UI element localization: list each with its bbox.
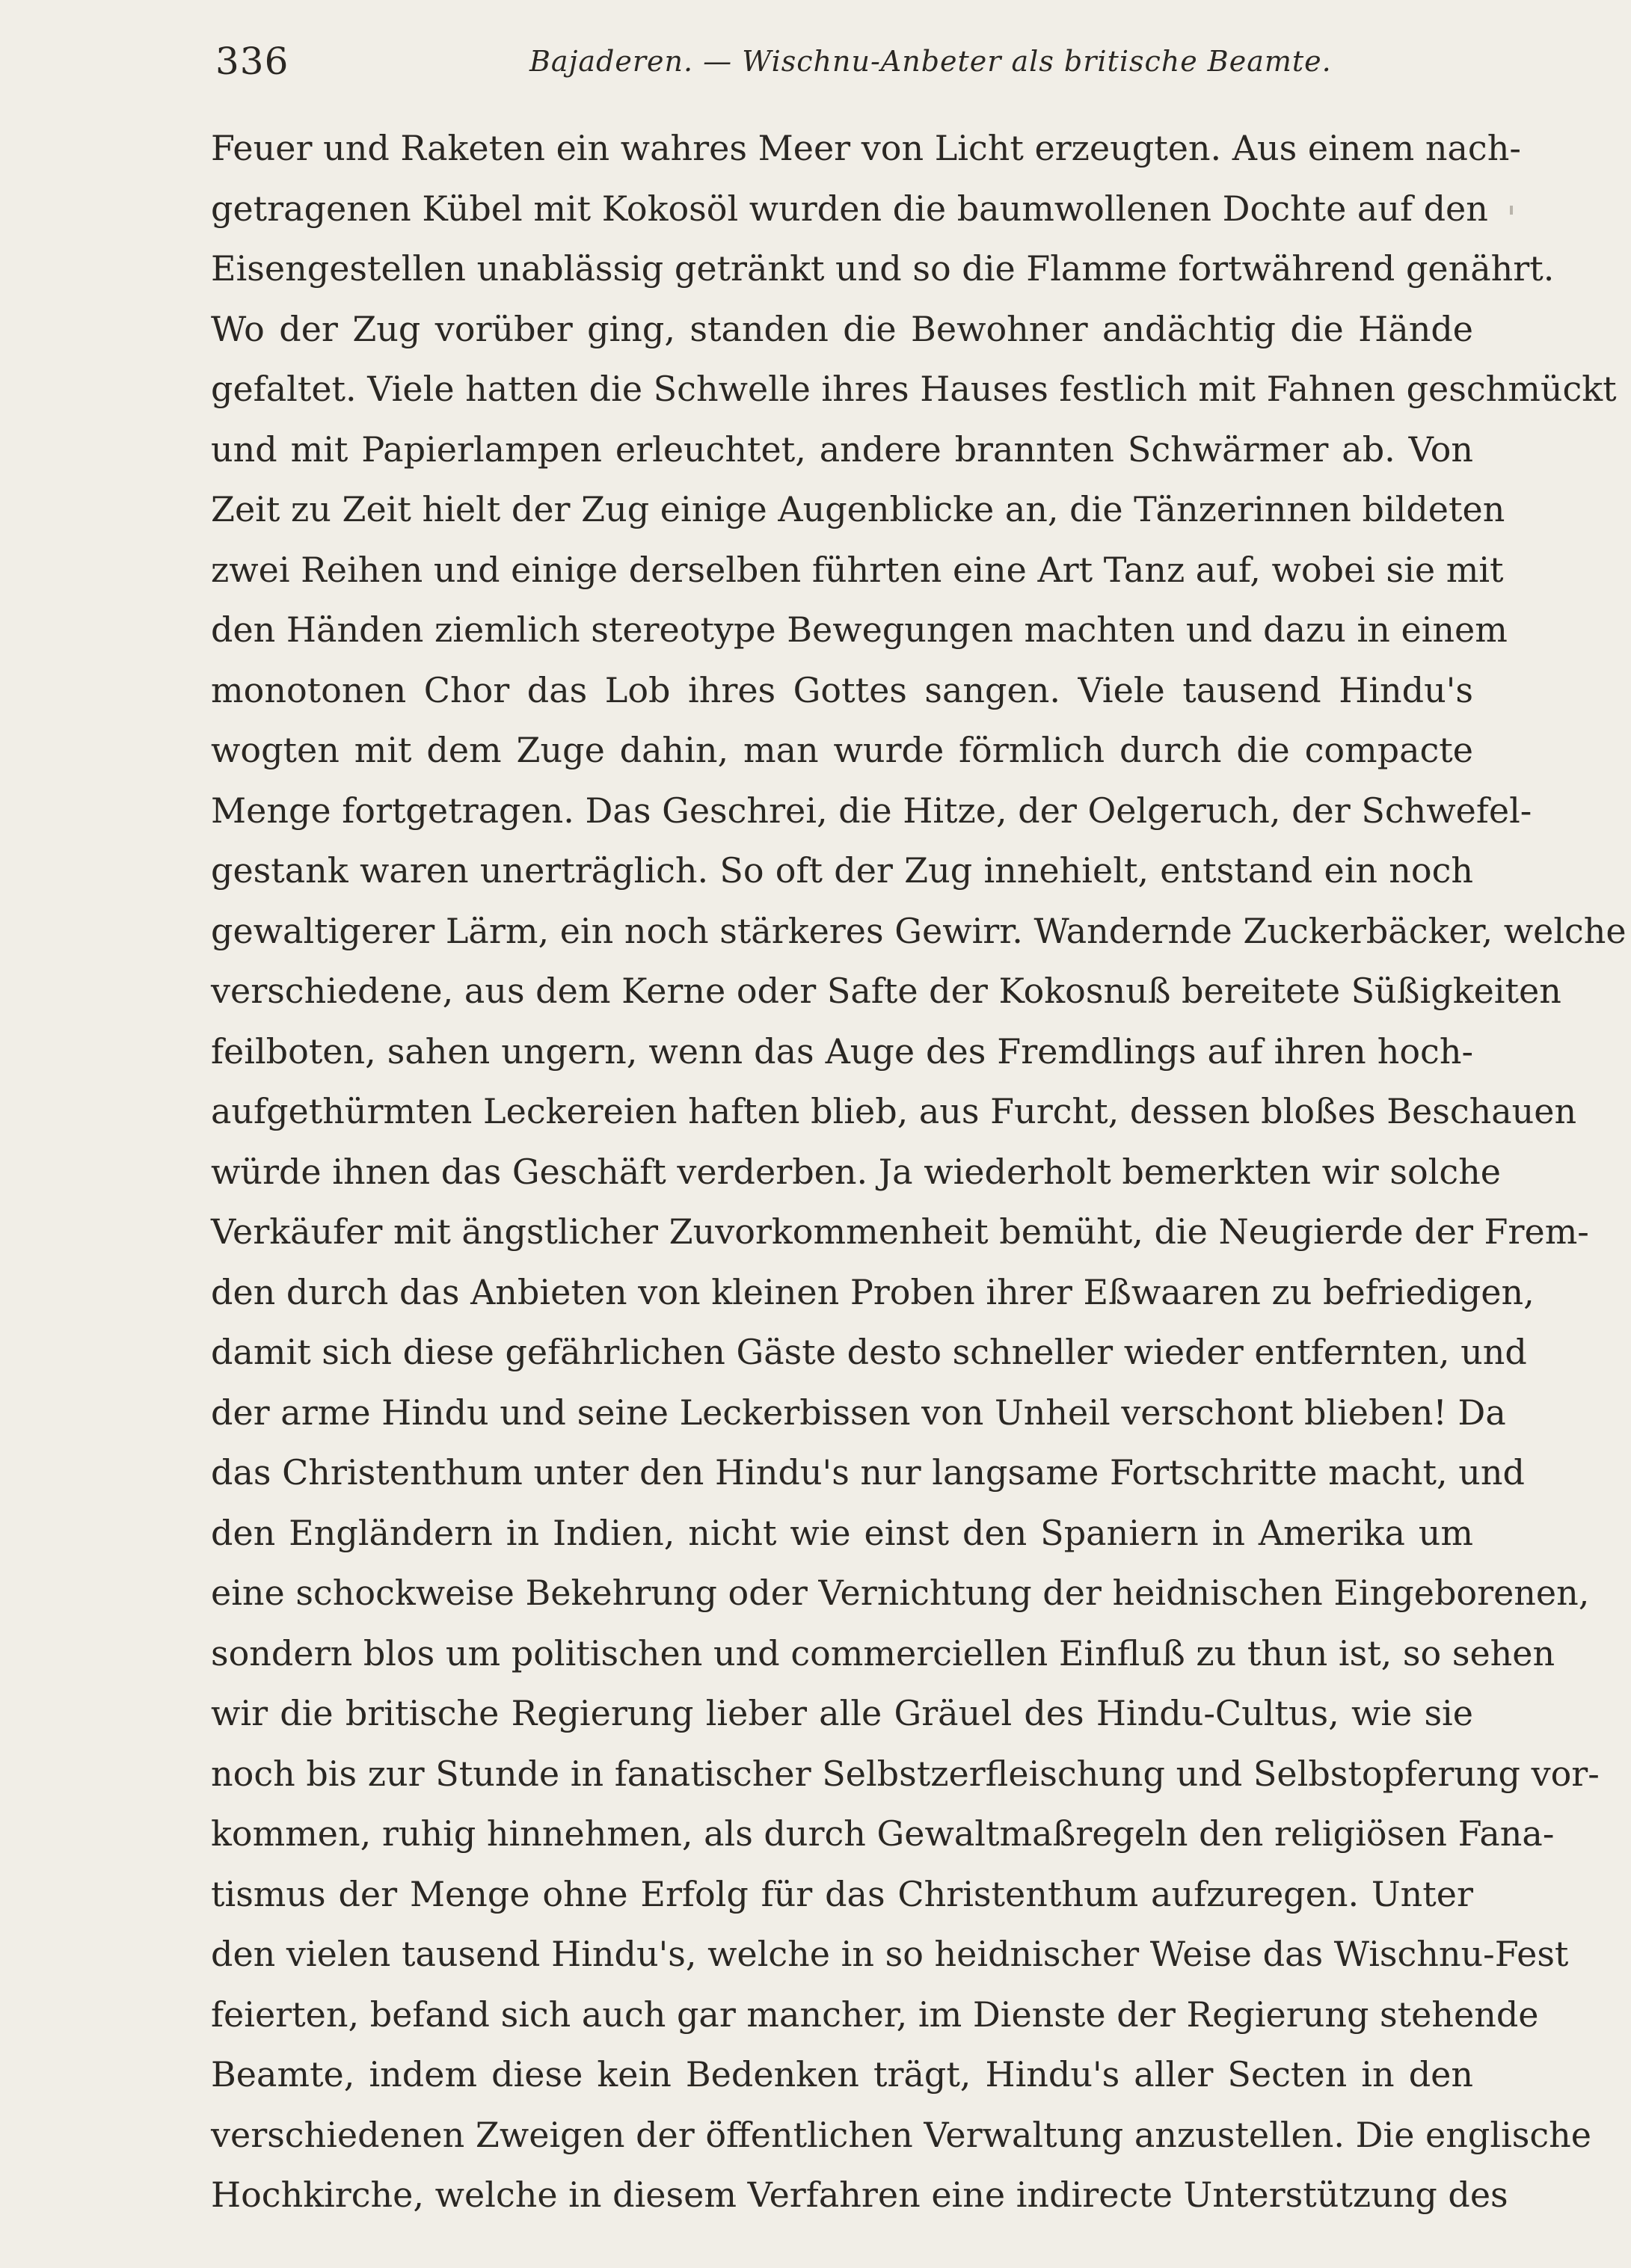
running-title: Bajaderen. — Wischnu-Anbeter als britische Beamte. — [529, 45, 1332, 78]
page-number: 336 — [215, 40, 289, 83]
text-line: und mit Papierlampen erleuchtet, andere brannten Schwärmer ab. Von — [211, 428, 1473, 470]
text-line: Wo der Zug vorüber ging, standen die Bewohner andächtig die Hände — [211, 308, 1473, 349]
text-line: Menge fortgetragen. Das Geschrei, die Hitze, der Oelgeruch, der Schwefel- — [211, 790, 1532, 831]
text-line: wogten mit dem Zuge dahin, man wurde förmlich durch die compacte — [211, 730, 1473, 770]
text-line: den Engländern in Indien, nicht wie einst den Spaniern in Amerika um — [211, 1512, 1473, 1553]
text-line: verschiedene, aus dem Kerne oder Safte der Kokosnuß bereitete Süßigkeiten — [211, 971, 1561, 1011]
text-line: noch bis zur Stunde in fanatischer Selbstzerfleischung und Selbstopferung vor- — [211, 1753, 1600, 1794]
text-line: gefaltet. Viele hatten die Schwelle ihres Hauses festlich mit Fahnen geschmückt — [211, 369, 1617, 409]
text-line: aufgethürmten Leckereien haften blieb, aus Furcht, dessen bloßes Beschauen — [211, 1091, 1577, 1131]
text-line: getragenen Kübel mit Kokosöl wurden die baumwollenen Dochte auf den — [211, 188, 1488, 229]
text-line: kommen, ruhig hinnehmen, als durch Gewaltmaßregeln den religiösen Fana- — [211, 1813, 1555, 1854]
text-line: Hochkirche, welche in diesem Verfahren eine indirecte Unterstützung des — [211, 2175, 1508, 2215]
text-line: Verkäufer mit ängstlicher Zuvorkommenheit bemüht, die Neugierde der Frem- — [211, 1211, 1589, 1252]
text-line: Zeit zu Zeit hielt der Zug einige Augenblicke an, die Tänzerinnen bildeten — [211, 489, 1505, 529]
text-line: den durch das Anbieten von kleinen Proben ihrer Eßwaaren zu befriedigen, — [211, 1271, 1535, 1312]
text-line: monotonen Chor das Lob ihres Gottes sangen. Viele tausend Hindu's — [211, 669, 1473, 710]
text-line: Eisengestellen unablässig getränkt und so die Flamme fortwährend genährt. — [211, 248, 1555, 289]
text-line: eine schockweise Bekehrung oder Vernichtung der heidnischen Eingeborenen, — [211, 1573, 1590, 1613]
text-line: wir die britische Regierung lieber alle Gräuel des Hindu-Cultus, wie sie — [211, 1693, 1473, 1733]
text-line: damit sich diese gefährlichen Gäste desto schneller wieder entfernten, und — [211, 1332, 1527, 1372]
text-line: feierten, befand sich auch gar mancher, im Dienste der Regierung stehende — [211, 1994, 1539, 2035]
text-line: gestank waren unerträglich. So oft der Zug innehielt, entstand ein noch — [211, 850, 1473, 891]
text-line: sondern blos um politischen und commerciellen Einfluß zu thun ist, so sehen — [211, 1632, 1555, 1674]
text-line: den Händen ziemlich stereotype Bewegungen machten und dazu in einem — [211, 609, 1508, 650]
text-line: den vielen tausend Hindu's, welche in so heidnischer Weise das Wischnu-Fest — [211, 1934, 1569, 1974]
text-line: zwei Reihen und einige derselben führten eine Art Tanz auf, wobei sie mit — [211, 549, 1504, 590]
margin-mark — [1510, 206, 1513, 215]
text-line: feilboten, sahen ungern, wenn das Auge des Fremdlings auf ihren hoch- — [211, 1030, 1473, 1072]
text-line: gewaltigerer Lärm, ein noch stärkeres Gewirr. Wandernde Zuckerbäcker, welche — [211, 910, 1627, 951]
text-line: würde ihnen das Geschäft verderben. Ja wiederholt bemerkten wir solche — [211, 1151, 1501, 1192]
text-line: tismus der Menge ohne Erfolg für das Christenthum aufzuregen. Unter — [211, 1873, 1473, 1914]
text-line: das Christenthum unter den Hindu's nur langsame Fortschritte macht, und — [211, 1452, 1525, 1493]
text-line: Beamte, indem diese kein Bedenken trägt, Hindu's aller Secten in den — [211, 2054, 1473, 2095]
running-head — [215, 31, 1472, 91]
text-line: verschiedenen Zweigen der öffentlichen Verwaltung anzustellen. Die englische — [211, 2114, 1591, 2155]
body-text — [211, 118, 1627, 2225]
text-line: der arme Hindu und seine Leckerbissen von Unheil verschont blieben! Da — [211, 1392, 1506, 1433]
text-line: Feuer und Raketen ein wahres Meer von Licht erzeugten. Aus einem nach- — [211, 128, 1521, 168]
